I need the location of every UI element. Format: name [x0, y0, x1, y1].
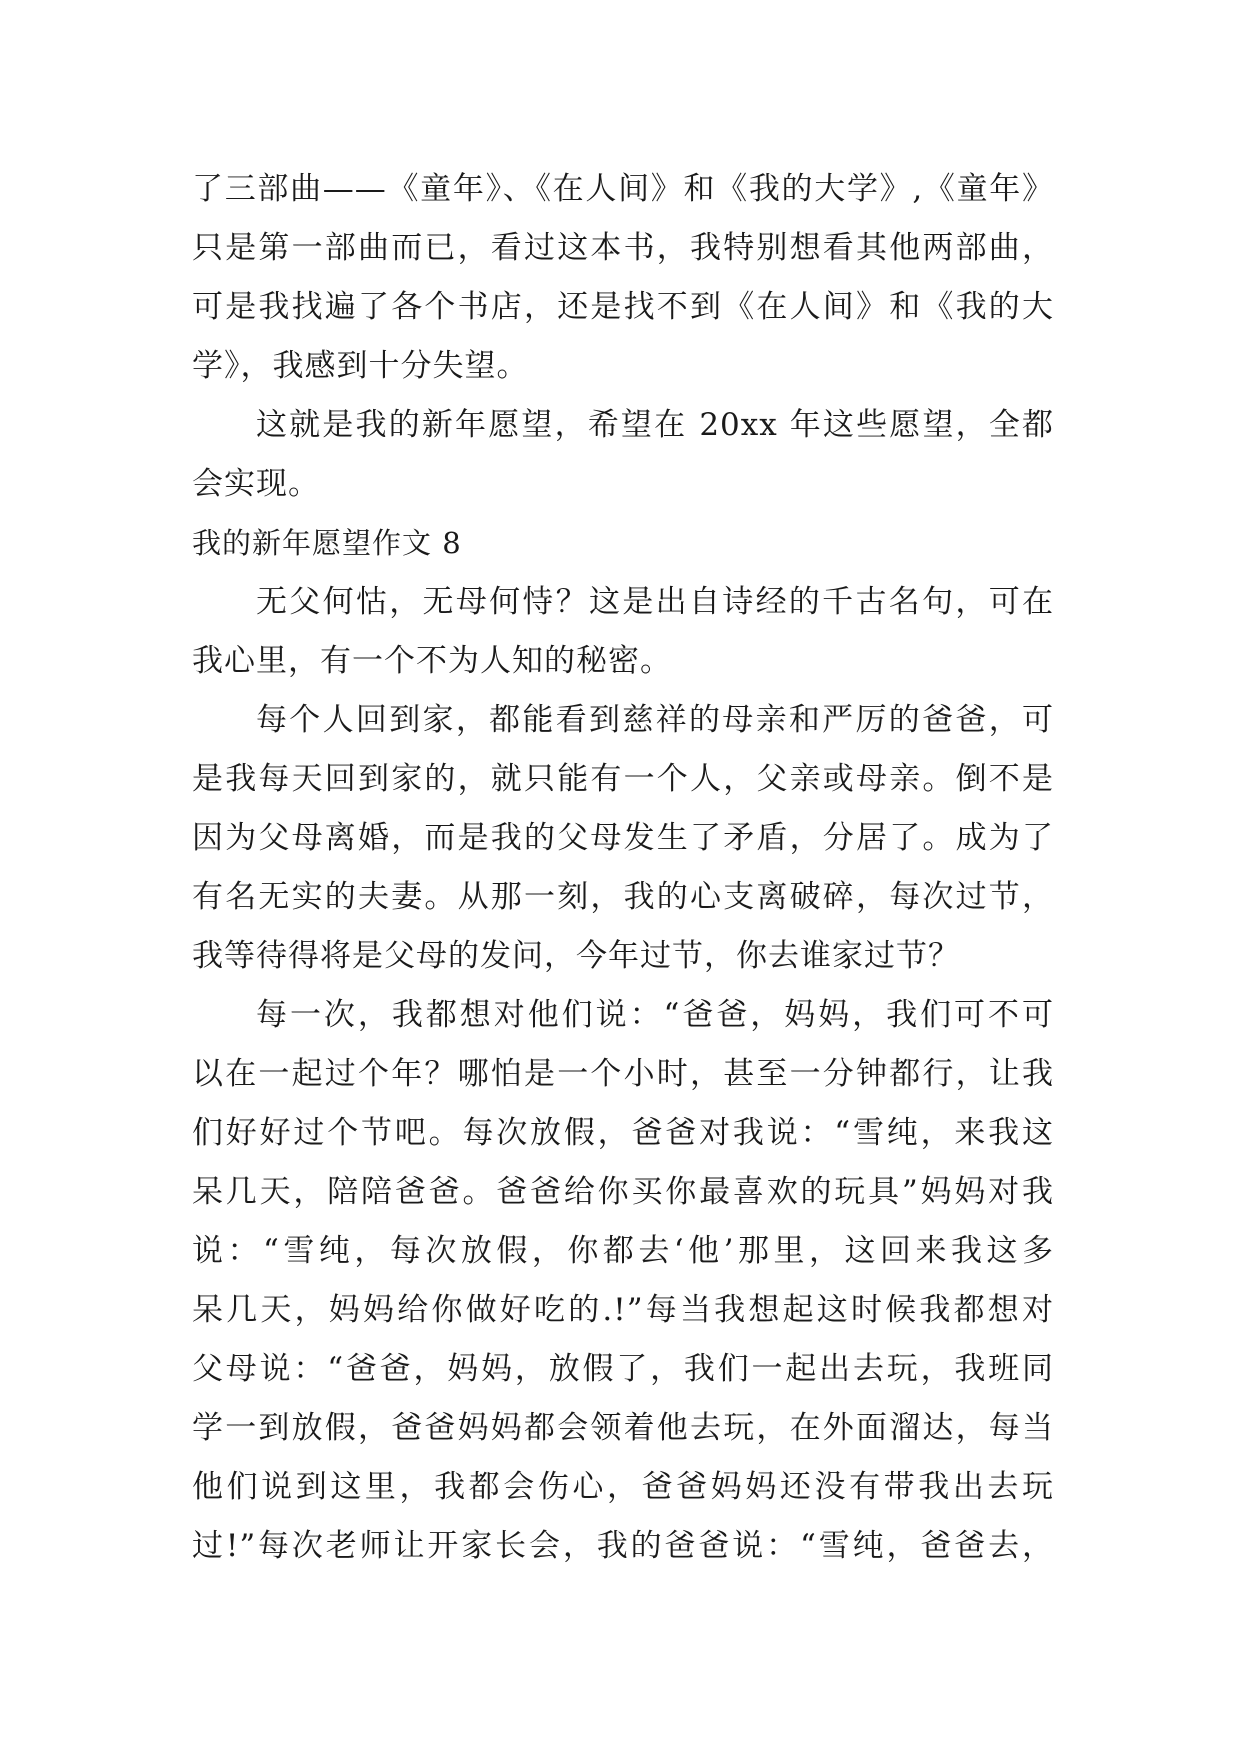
paragraph-home	[192, 691, 1054, 986]
text-line: 呆几天，妈妈给你做好吃的.!”每当我想起这时候我都想对	[192, 1292, 1054, 1328]
text-line: 父母说：“爸爸，妈妈，放假了，我们一起出去玩，我班同	[192, 1351, 1054, 1387]
paragraph-holidays	[192, 986, 1054, 1576]
paragraph-secret	[192, 573, 1054, 691]
text-line: 过!”每次老师让开家长会，我的爸爸说：“雪纯，爸爸去，	[192, 1528, 1054, 1564]
text-line: 是我每天回到家的，就只能有一个人，父亲或母亲。倒不是	[192, 761, 1054, 797]
text-line: 呆几天，陪陪爸爸。爸爸给你买你最喜欢的玩具”妈妈对我	[192, 1174, 1054, 1210]
text-line: 无父何怙，无母何恃？这是出自诗经的千古名句，可在	[256, 584, 1054, 620]
text-line: 他们说到这里，我都会伤心，爸爸妈妈还没有带我出去玩	[192, 1469, 1054, 1505]
text-line: 我心里，有一个不为人知的秘密。	[192, 643, 672, 679]
text-line: 说：“雪纯，每次放假，你都去‘他’那里，这回来我这多	[192, 1233, 1054, 1269]
text-line: 以在一起过个年？哪怕是一个小时，甚至一分钟都行，让我	[192, 1056, 1054, 1092]
text-line: 学》，我感到十分失望。	[192, 348, 529, 384]
paragraph-trilogy	[192, 160, 1054, 396]
text-line: 可是我找遍了各个书店，还是找不到《在人间》和《我的大	[192, 289, 1054, 325]
text-line: 只是第一部曲而已，看过这本书，我特别想看其他两部曲，	[192, 230, 1054, 266]
text-line: 们好好过个节吧。每次放假，爸爸对我说：“雪纯，来我这	[192, 1115, 1054, 1151]
text-line: 每一次，我都想对他们说：“爸爸，妈妈，我们可不可	[256, 997, 1054, 1033]
text-line: 了三部曲——《童年》、《在人间》和《我的大学》,《童年》	[192, 171, 1054, 207]
text-line: 因为父母离婚，而是我的父母发生了矛盾，分居了。成为了	[192, 820, 1054, 856]
text-line: 会实现。	[192, 466, 320, 502]
section-heading: 我的新年愿望作文 8	[192, 526, 462, 560]
text-line: 我等待得将是父母的发问，今年过节，你去谁家过节？	[192, 938, 960, 974]
text-line: 有名无实的夫妻。从那一刻，我的心支离破碎，每次过节，	[192, 879, 1054, 915]
text-line: 这就是我的新年愿望，希望在 20xx 年这些愿望，全都	[256, 407, 1054, 443]
text-line: 学一到放假，爸爸妈妈都会领着他去玩，在外面溜达，每当	[192, 1410, 1054, 1446]
text-line: 每个人回到家，都能看到慈祥的母亲和严厉的爸爸，可	[256, 702, 1054, 738]
document-page	[192, 160, 1054, 1576]
paragraph-wish	[192, 396, 1054, 514]
